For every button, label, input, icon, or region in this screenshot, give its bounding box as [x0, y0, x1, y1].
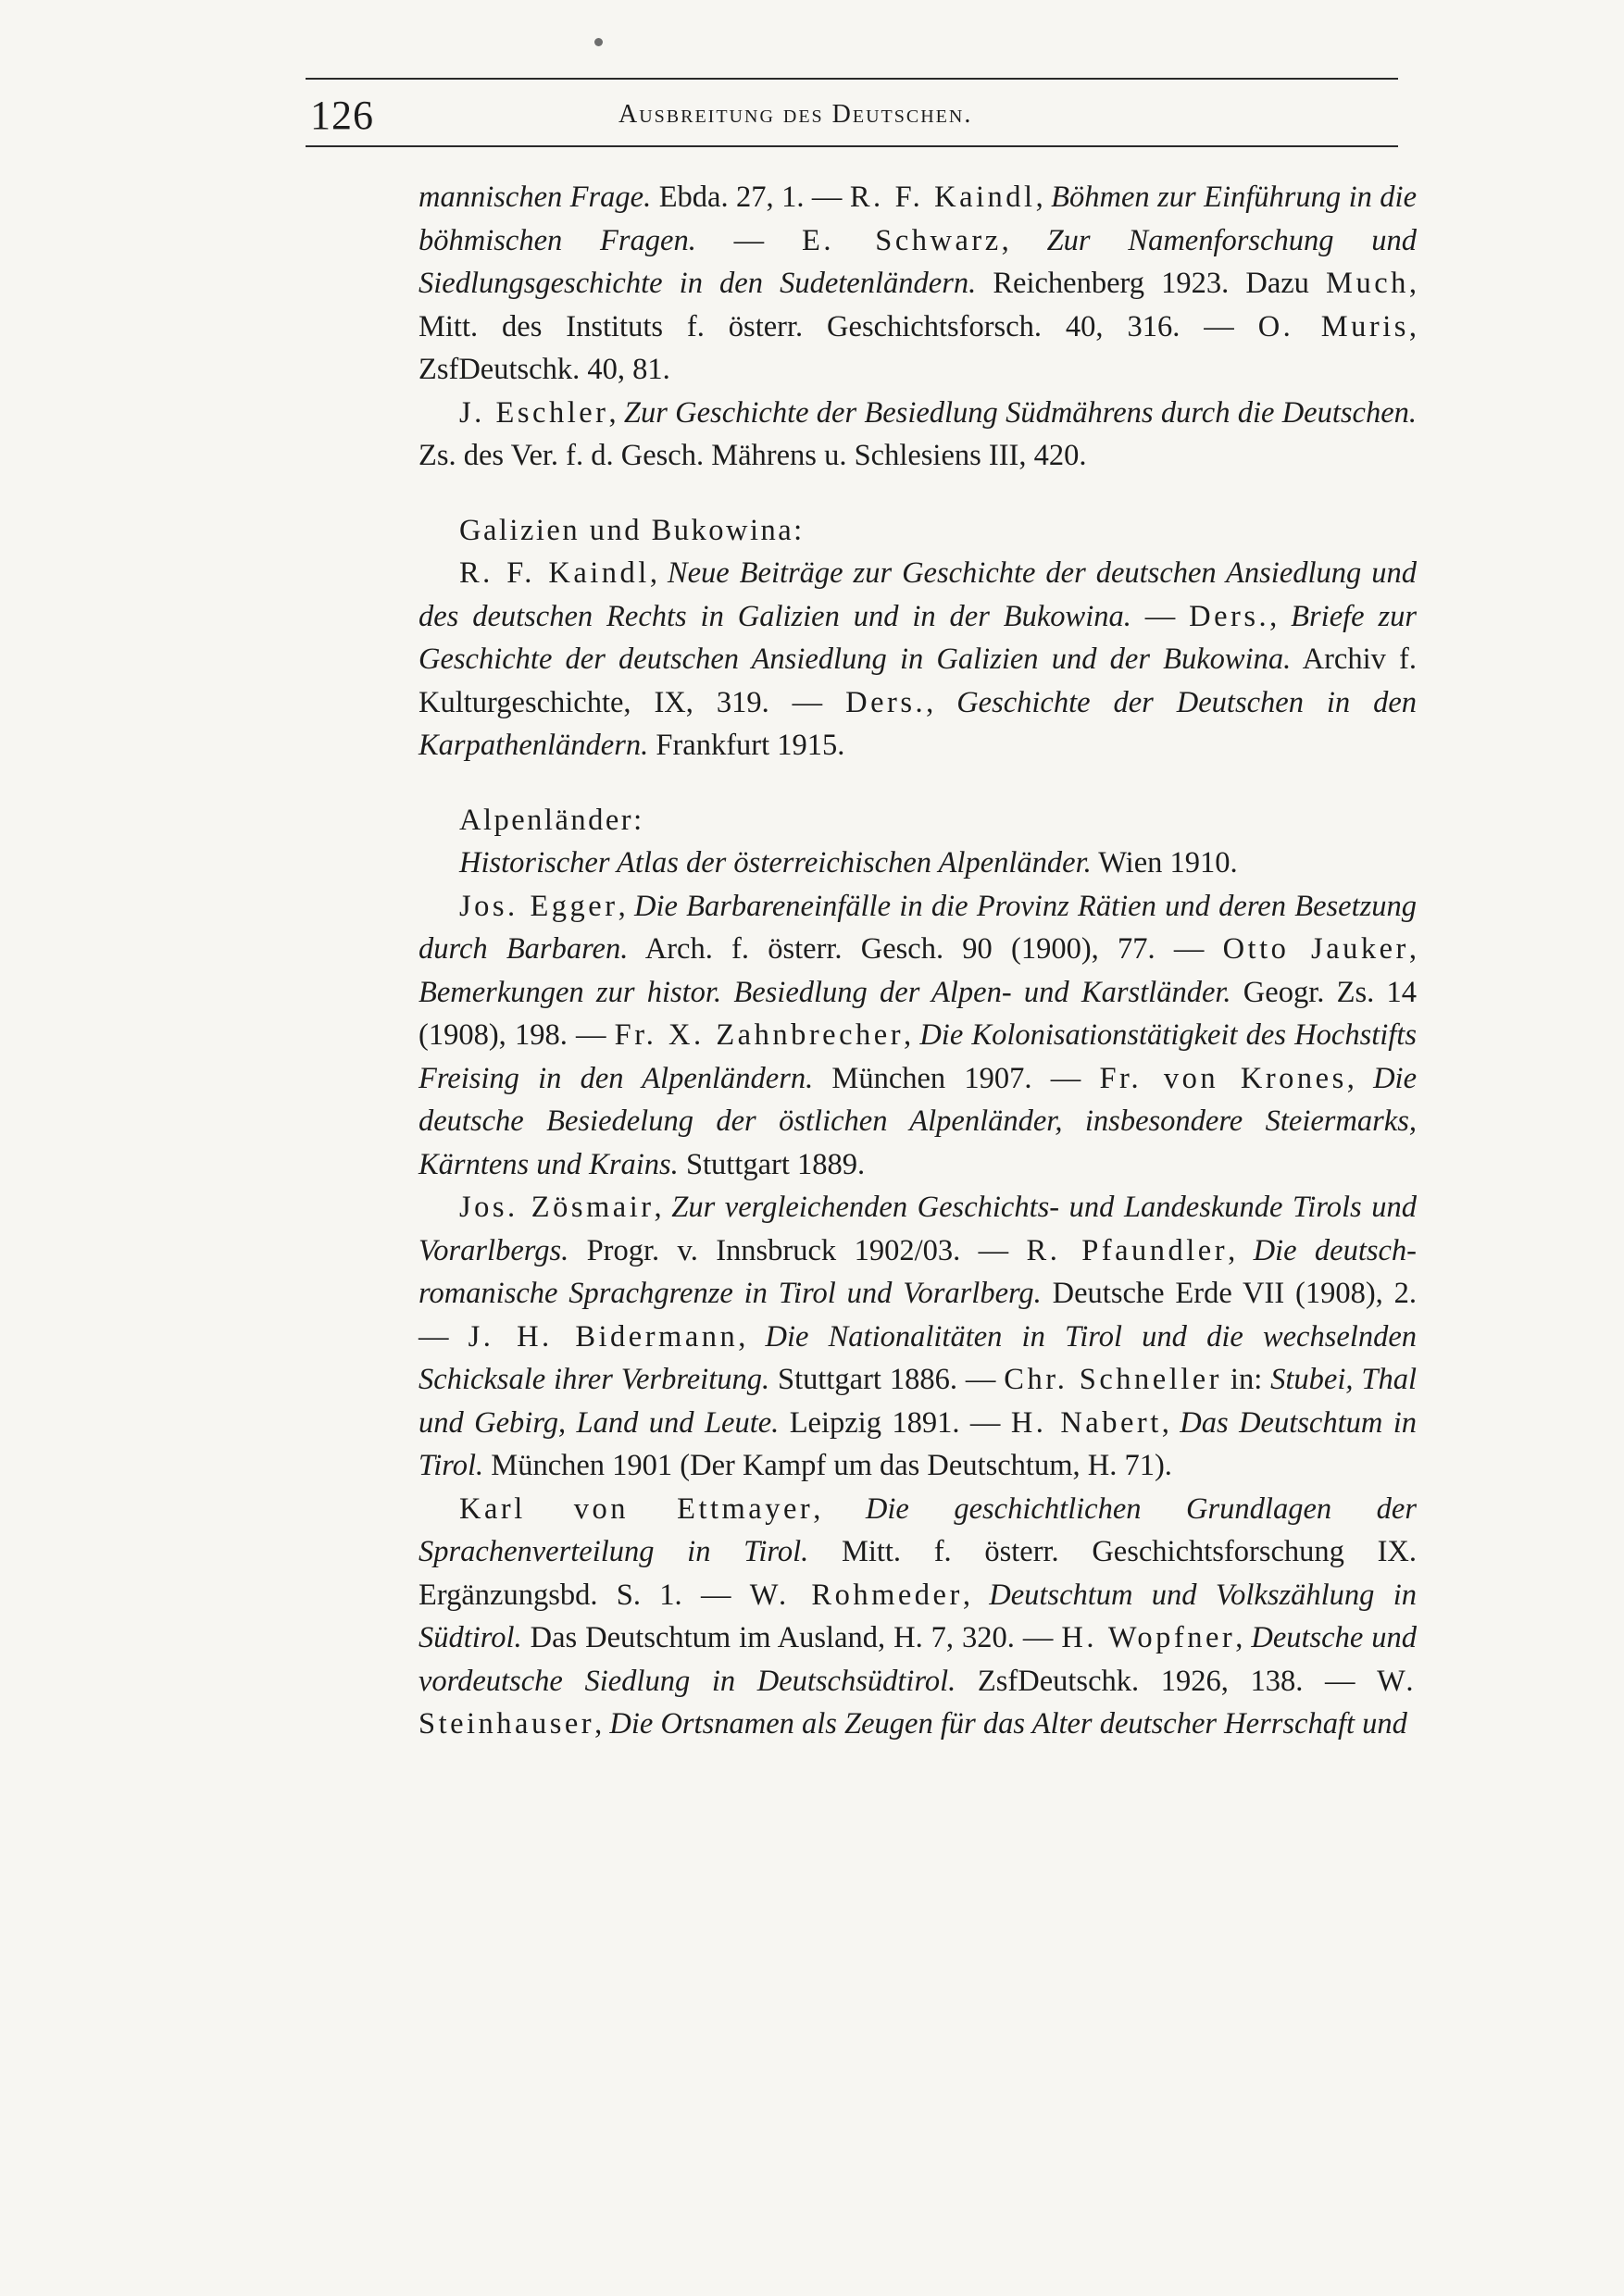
- author-name: W. Rohmeder: [749, 1578, 963, 1612]
- author-name: Karl von Ettmayer: [459, 1491, 814, 1526]
- title-text: Bemerkungen zur histor. Besiedlung der Alpen- und Karstländer.: [418, 975, 1231, 1009]
- title-text: Neue Beiträge zur Geschichte der deutschen Ansiedlung und des deutschen Rechts in Galizien und in der Bukowina.: [418, 556, 1418, 633]
- citation-text: München 1907. —: [813, 1061, 1100, 1095]
- citation-text: ZsfDeutschk. 1926, 138. —: [956, 1664, 1378, 1698]
- separator: ,: [1001, 223, 1047, 257]
- author-name: H. Wopfner: [1061, 1621, 1236, 1654]
- author-name: Jos. Egger: [459, 889, 618, 923]
- title-text: Die Barbareneinfälle in die Provinz Rätien und deren Besetzung durch Barbaren.: [418, 889, 1418, 966]
- author-name: R. F. Kaindl: [459, 556, 650, 590]
- separator: ,: [594, 1707, 610, 1741]
- paragraph-ettmayer: [418, 1488, 1417, 1746]
- separator: ,: [1228, 1233, 1254, 1267]
- citation-text: Geogr. Zs. 14 (1908), 198. —: [418, 975, 1417, 1052]
- citation-text: , ZsfDeutschk. 40, 81.: [418, 309, 1417, 386]
- title-text: Geschichte der Deutschen in den Karpathenländern.: [418, 685, 1418, 762]
- section-heading-alpenlaender: Alpenländer:: [459, 803, 644, 837]
- separator: ,: [1035, 181, 1052, 214]
- title-text: Die Kolonisationstätigkeit des Hochstifts Freising in den Alpenländern.: [418, 1018, 1417, 1095]
- paragraph-historischer-atlas: [418, 842, 1417, 885]
- separator: ,: [1269, 599, 1292, 633]
- title-text: Die deutsche Besiedelung der östlichen Alpenländer, insbesondere Steiermarks, Kärntens und Krains.: [418, 1061, 1418, 1181]
- citation-text: Wien 1910.: [1091, 846, 1238, 880]
- separator: ,: [813, 1491, 866, 1526]
- page-body: [418, 176, 1417, 1746]
- author-name: Fr. von Krones: [1099, 1061, 1347, 1095]
- citation-text: Arch. f. österr. Gesch. 90 (1900), 77. —: [628, 932, 1223, 966]
- citation-text: Mitt. f. österr. Geschichtsforschung IX. Ergänzungsbd. S. 1. —: [418, 1535, 1417, 1612]
- separator: ,: [738, 1319, 766, 1354]
- citation-text: Deutsche Erde VII (1908), 2. —: [418, 1277, 1417, 1354]
- title-text: mannischen Frage.: [418, 181, 652, 214]
- title-text: Böhmen zur Einführung in die böhmischen Fragen.: [418, 181, 1418, 257]
- title-text: Das Deutschtum in Tirol.: [418, 1405, 1418, 1482]
- title-text: Deutsche und vordeutsche Siedlung in Deutschsüdtirol.: [418, 1621, 1417, 1698]
- section-gap: [418, 478, 1417, 509]
- citation-text: Ebda. 27, 1. —: [651, 181, 850, 214]
- citation-text: Frankfurt 1915.: [648, 729, 845, 762]
- author-name: J. H. Bidermann: [468, 1319, 739, 1354]
- author-name: R. Pfaundler: [1026, 1233, 1229, 1267]
- separator: ,: [926, 685, 957, 719]
- section-gap: [418, 767, 1417, 799]
- separator: ,: [1408, 932, 1417, 966]
- header-rule-bottom: [306, 145, 1398, 147]
- author-name: Ders.: [845, 685, 927, 719]
- paragraph-eschler: [418, 392, 1417, 478]
- citation-text: , Mitt. des Instituts f. österr. Geschichtsforsch. 40, 316. —: [418, 267, 1417, 343]
- page-number: 126: [310, 93, 374, 138]
- author-name: Jos. Zösmair: [459, 1191, 655, 1224]
- author-name: Otto Jauker: [1222, 932, 1409, 966]
- section-heading-galizien: Galizien und Bukowina:: [459, 513, 805, 547]
- title-text: Briefe zur Geschichte der deutschen Ansiedlung in Galizien und der Bukowina.: [418, 599, 1418, 676]
- title-text: Die geschichtlichen Grundlagen der Sprachenverteilung in Tirol.: [418, 1491, 1417, 1568]
- paragraph-egger: [418, 885, 1417, 1187]
- citation-text: Stuttgart 1886. —: [769, 1363, 1005, 1396]
- author-name: Much: [1326, 267, 1409, 300]
- title-text: Die Nationalitäten in Tirol und die wechselnden Schicksale ihrer Verbreitung.: [418, 1319, 1417, 1396]
- citation-text: Das Deutschtum im Ausland, H. 7, 320. —: [521, 1621, 1062, 1654]
- author-name: W. Steinhauser: [418, 1664, 1417, 1741]
- separator: ,: [1346, 1061, 1374, 1095]
- header-rule-top: [306, 78, 1398, 80]
- citation-text: Zs. des Ver. f. d. Gesch. Mährens u. Schlesiens III, 420.: [418, 439, 1087, 472]
- title-text: Historischer Atlas der österreichischen Alpenländer.: [459, 846, 1092, 880]
- citation-text: Leipzig 1891. —: [779, 1405, 1011, 1440]
- title-text: Stubei, Thal und Gebirg, Land und Leute.: [418, 1363, 1417, 1440]
- title-text: Zur Namenforschung und Siedlungsgeschichte in den Sudetenländern.: [418, 223, 1418, 300]
- running-head: Ausbreitung des Deutschen.: [618, 100, 973, 129]
- author-name: J. Eschler: [459, 395, 609, 430]
- author-name: R. F. Kaindl: [849, 181, 1036, 214]
- citation-text: in:: [1222, 1363, 1271, 1396]
- paragraph-bohemia-continued: [418, 176, 1417, 392]
- citation-text: Progr. v. Innsbruck 1902/03. —: [568, 1233, 1027, 1267]
- title-text: Die Ortsnamen als Zeugen für das Alter deutscher Herrschaft und: [609, 1707, 1407, 1741]
- citation-text: Archiv f. Kulturgeschichte, IX, 319. —: [418, 643, 1417, 719]
- separator: ,: [654, 1191, 672, 1224]
- separator: ,: [649, 556, 668, 590]
- separator: ,: [618, 889, 634, 923]
- paragraph-zoesmair: [418, 1186, 1417, 1488]
- separator: —: [1131, 599, 1190, 633]
- title-text: Deutschtum und Volkszählung in Südtirol.: [418, 1578, 1417, 1654]
- paragraph-kaindl-galizien: [418, 552, 1417, 767]
- author-name: E. Schwarz: [801, 223, 1002, 257]
- ink-speck: [594, 38, 603, 46]
- separator: ,: [1161, 1405, 1181, 1440]
- author-name: H. Nabert: [1010, 1405, 1162, 1440]
- citation-text: Stuttgart 1889.: [678, 1147, 866, 1181]
- title-text: Zur Geschichte der Besiedlung Südmährens durch die Deutschen.: [623, 395, 1418, 430]
- author-name: Chr. Schneller: [1004, 1363, 1223, 1396]
- citation-text: Reichenberg 1923. Dazu: [976, 267, 1327, 300]
- separator: ,: [962, 1578, 990, 1612]
- author-name: O. Muris: [1257, 309, 1409, 343]
- separator: ,: [904, 1018, 920, 1052]
- title-text: Zur vergleichenden Geschichts- und Landeskunde Tirols und Vorarlbergs.: [418, 1191, 1418, 1267]
- title-text: Die deutsch-romanische Sprachgrenze in Tirol und Vorarlberg.: [418, 1233, 1417, 1310]
- citation-text: München 1901 (Der Kampf um das Deutschtum, H. 71).: [483, 1449, 1172, 1482]
- separator: ,: [1235, 1621, 1252, 1654]
- author-name: Fr. X. Zahnbrecher: [614, 1018, 905, 1052]
- separator: —: [695, 223, 802, 257]
- author-name: Ders.: [1189, 599, 1270, 633]
- separator: ,: [608, 395, 624, 430]
